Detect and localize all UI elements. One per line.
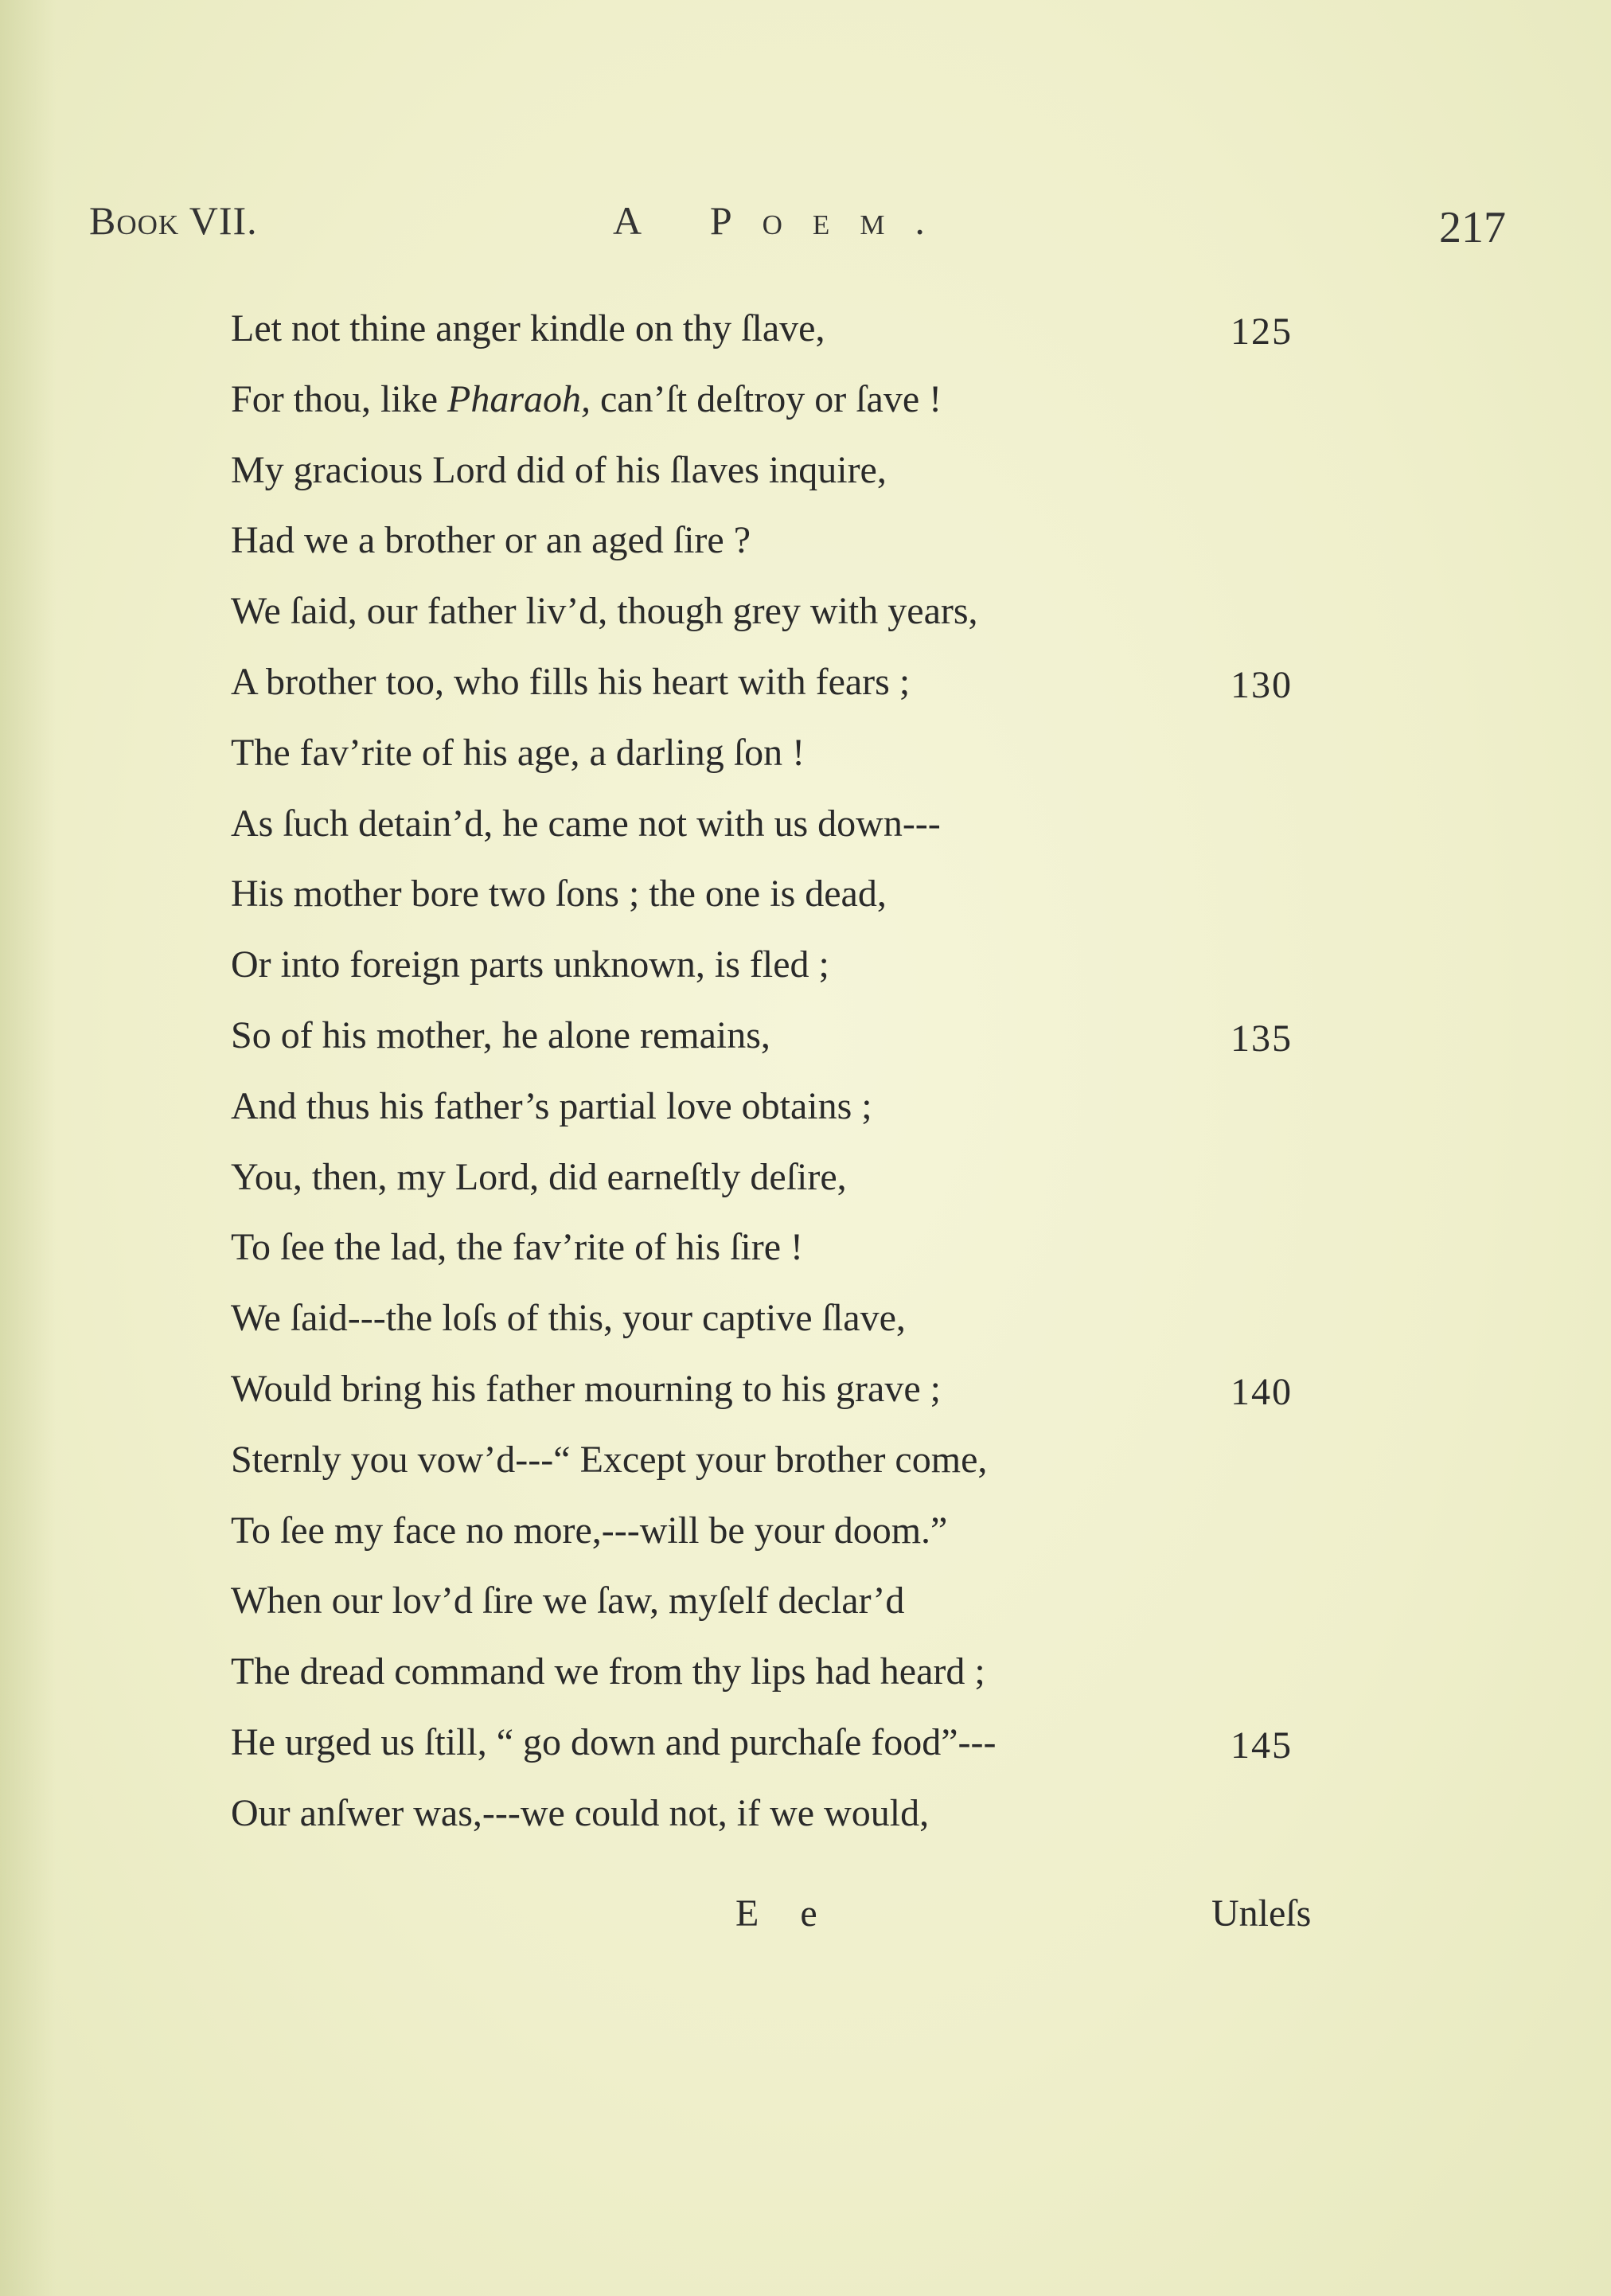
- verse-text: Had we a brother or an aged ſire ?: [231, 519, 751, 562]
- page-edge-shading: [0, 0, 56, 2296]
- verse-line: [231, 1506, 1425, 1577]
- verse-line: [231, 1365, 1425, 1435]
- verse-line: [231, 446, 1425, 517]
- verse-text: Our anſwer was,---we could not, if we would,: [231, 1791, 930, 1834]
- verse-text: Sternly you vow’d---“ Except your brother come,: [231, 1438, 988, 1481]
- verse-text: When our lov’d ſire we ſaw, myſelf declar’d: [231, 1579, 905, 1622]
- verse-text-after: can’ſt deſtroy or ſave !: [591, 377, 942, 420]
- verse-line: [231, 1011, 1425, 1082]
- verse-text: The fav’rite of his age, a darling ſon !: [231, 731, 806, 774]
- page-number: 217: [1439, 203, 1506, 252]
- verse-text: And thus his father’s partial love obtains ;: [231, 1084, 872, 1127]
- verse-line: [231, 1789, 1425, 1860]
- verse-text: His mother bore two ſons ; the one is dead,: [231, 873, 887, 916]
- verse-text: A brother too, who fills his heart with fears ;: [231, 660, 911, 703]
- signature-mark: E e: [735, 1892, 833, 1935]
- verse-text: So of his mother, he alone remains,: [231, 1013, 770, 1056]
- verse-line: [231, 1223, 1425, 1294]
- verse-line: [231, 304, 1425, 375]
- verse-line: [231, 1294, 1425, 1365]
- verse-text: [231, 378, 942, 420]
- verse-text: To ſee my face no more,---will be your doom.”: [231, 1509, 948, 1552]
- verse-line: [231, 1647, 1425, 1718]
- verse-line: [231, 587, 1425, 658]
- verse-text: You, then, my Lord, did earneſtly deſire,: [231, 1155, 847, 1198]
- verse-text: We ſaid, our father liv’d, though grey with years,: [231, 590, 978, 633]
- line-number: 135: [1231, 1017, 1293, 1060]
- line-number: 140: [1231, 1370, 1293, 1413]
- verse-text: Let not thine anger kindle on thy ſlave,: [231, 307, 825, 349]
- running-header: [0, 197, 1611, 253]
- verse-line: [231, 1435, 1425, 1506]
- line-number: 125: [1231, 310, 1293, 353]
- verse-line: [231, 1082, 1425, 1153]
- verse-text-italic: Pharaoh,: [447, 377, 591, 420]
- verse-line: [231, 375, 1425, 446]
- verse-line: [231, 869, 1425, 940]
- verse-block: [231, 304, 1425, 1860]
- verse-line: [231, 1718, 1425, 1789]
- catchword: Unleſs: [1211, 1892, 1312, 1935]
- verse-text: Or into foreign parts unknown, is fled ;: [231, 943, 829, 986]
- verse-line: [231, 516, 1425, 587]
- verse-line: [231, 1153, 1425, 1224]
- verse-text: We ſaid---the loſs of this, your captive ſlave,: [231, 1297, 906, 1340]
- verse-text: My gracious Lord did of his ſlaves inquire,: [231, 448, 887, 491]
- verse-text: He urged us ſtill, “ go down and purchaſe food”---: [231, 1720, 997, 1763]
- line-number: 130: [1231, 663, 1293, 706]
- book-label: Book VII.: [89, 198, 258, 243]
- verse-line: [231, 658, 1425, 728]
- header-title: A Poem.: [613, 198, 955, 243]
- verse-text: As ſuch detain’d, he came not with us down---: [231, 802, 941, 845]
- verse-text: To ſee the lad, the fav’rite of his ſire !: [231, 1226, 804, 1269]
- verse-text: Would bring his father mourning to his grave ;: [231, 1367, 941, 1410]
- verse-line: [231, 799, 1425, 870]
- line-number: 145: [1231, 1724, 1293, 1767]
- verse-line: [231, 1576, 1425, 1647]
- verse-line: [231, 940, 1425, 1011]
- verse-text-before: For thou, like: [231, 377, 447, 420]
- verse-line: [231, 728, 1425, 799]
- verse-text: The dread command we from thy lips had heard ;: [231, 1650, 985, 1693]
